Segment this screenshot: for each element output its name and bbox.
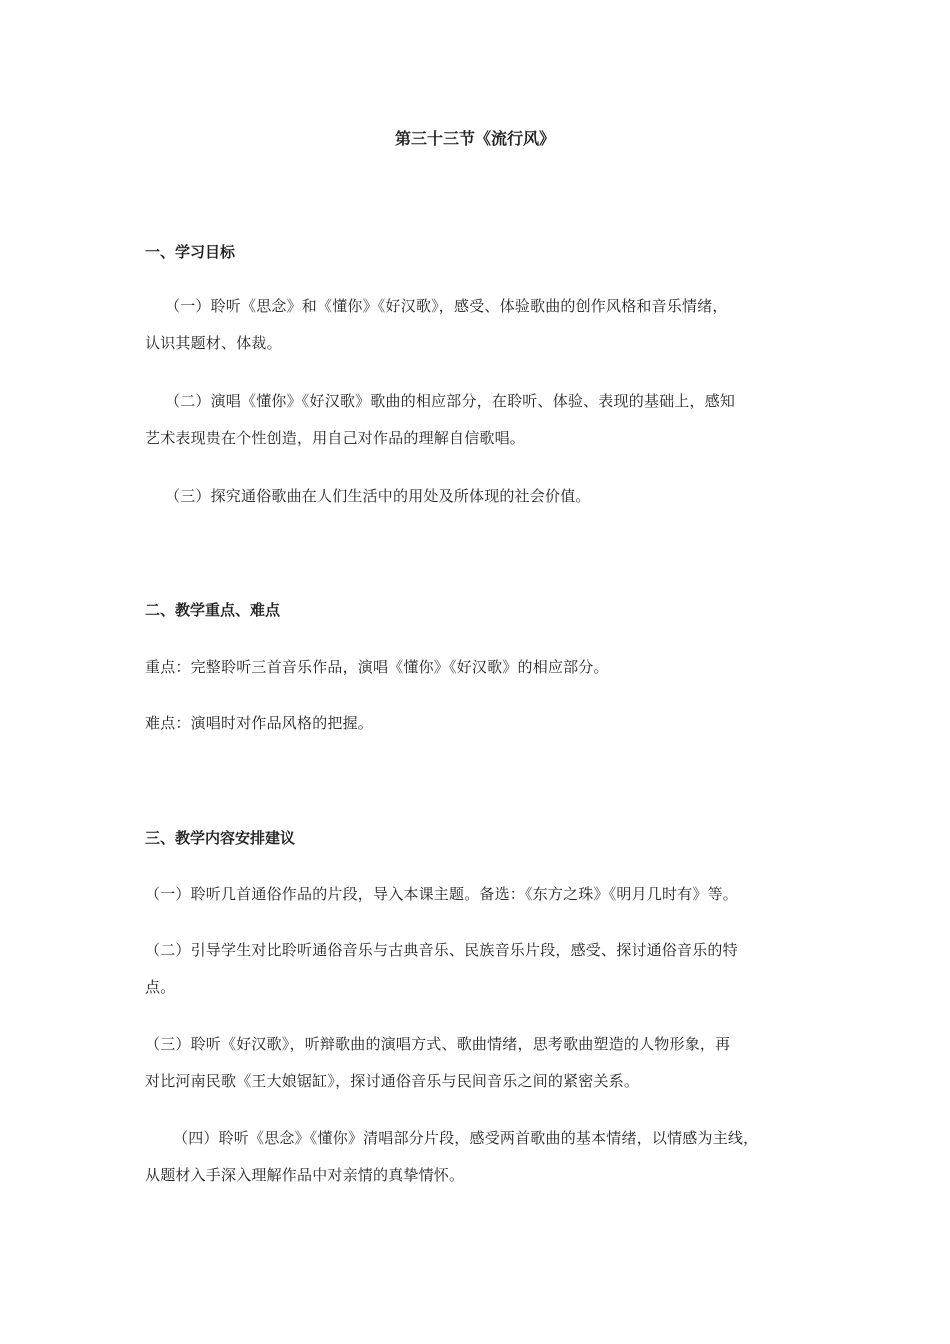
suggestion-item-3 — [145, 1026, 825, 1100]
paragraph-line: （四）聆听《思念》《懂你》清唱部分片段，感受两首歌曲的基本情绪，以情感为主线， — [173, 1129, 759, 1147]
paragraph-line: （三）探究通俗歌曲在人们生活中的用处及所体现的社会价值。 — [165, 487, 591, 505]
paragraph-line: 艺术表现贵在个性创造，用自己对作品的理解自信歌唱。 — [145, 429, 526, 447]
section-heading-key-points: 二、教学重点、难点 — [145, 601, 281, 619]
paragraph-line: 对比河南民歌《王大娘锯缸》，探讨通俗音乐与民间音乐之间的紧密关系。 — [145, 1072, 640, 1090]
key-point-item — [145, 649, 825, 686]
paragraph-line: （三）聆听《好汉歌》，听辩歌曲的演唱方式、歌曲情绪，思考歌曲塑造的人物形象，再 — [145, 1035, 731, 1053]
difficulty-item — [145, 705, 825, 742]
goal-item-3 — [145, 478, 825, 515]
suggestion-item-2 — [145, 932, 825, 1006]
suggestion-item-1 — [145, 876, 825, 913]
paragraph-line: 认识其题材、体裁。 — [145, 334, 282, 352]
goal-item-1 — [145, 288, 825, 362]
paragraph-line: 点。 — [145, 978, 176, 996]
paragraph-line: 重点：完整聆听三首音乐作品，演唱《懂你》《好汉歌》的相应部分。 — [145, 658, 609, 676]
section-heading-teaching-content: 三、教学内容安排建议 — [145, 829, 296, 847]
paragraph-line: （一）聆听几首通俗作品的片段，导入本课主题。备选：《东方之珠》《明月几时有》等。 — [145, 885, 739, 903]
paragraph-line: （二）引导学生对比聆听通俗音乐与古典音乐、民族音乐片段，感受、探讨通俗音乐的特 — [145, 941, 738, 959]
section-heading-learning-goals: 一、学习目标 — [145, 243, 236, 261]
suggestion-item-4 — [145, 1120, 825, 1194]
paragraph-line: （二）演唱《懂你》《好汉歌》歌曲的相应部分，在聆听、体验、表现的基础上，感知 — [165, 392, 736, 410]
goal-item-2 — [145, 383, 825, 457]
paragraph-line: （一）聆听《思念》和《懂你》《好汉歌》，感受、体验歌曲的创作风格和音乐情绪， — [165, 297, 728, 315]
paragraph-line: 从题材入手深入理解作品中对亲情的真挚情怀。 — [145, 1166, 465, 1184]
document-title: 第三十三节《流行风》 — [394, 129, 555, 148]
paragraph-line: 难点：演唱时对作品风格的把握。 — [145, 714, 374, 732]
